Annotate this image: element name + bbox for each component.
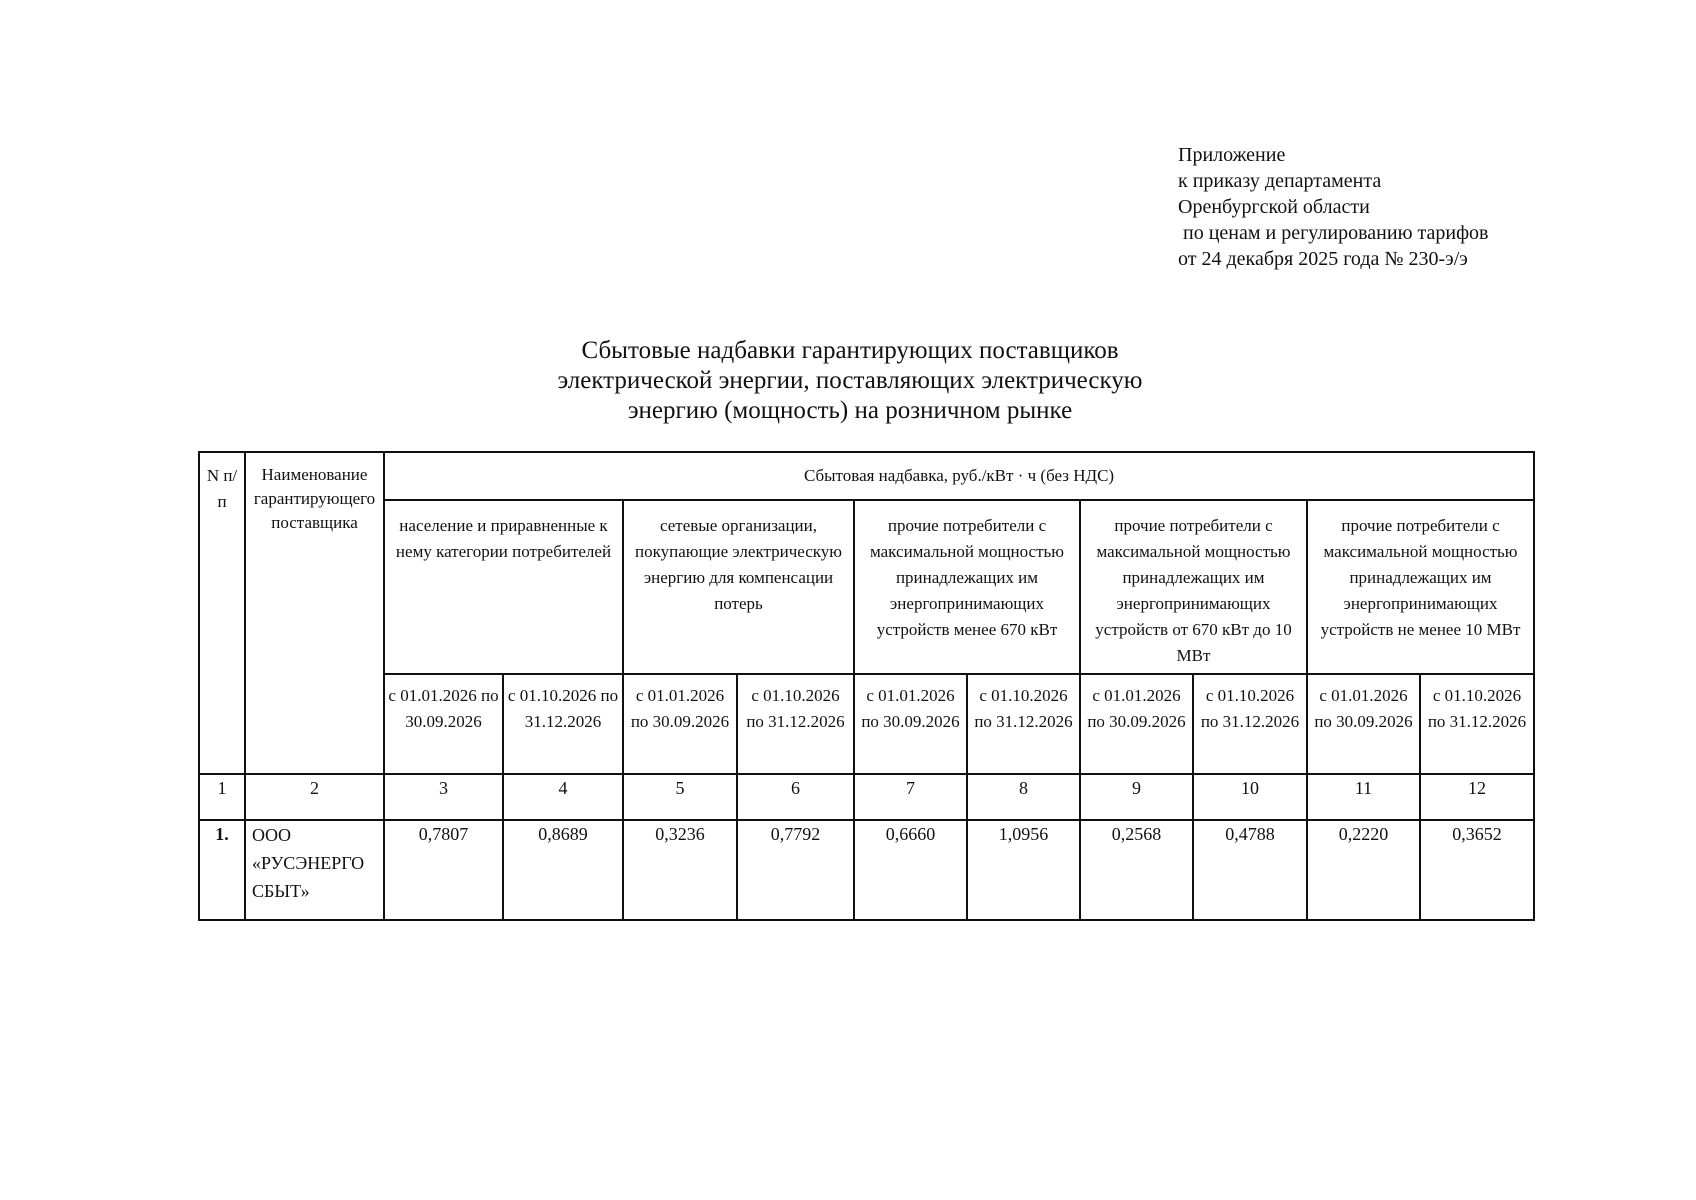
tariff-value: 0,3652 bbox=[1420, 820, 1534, 920]
header-period: с 01.01.2026 по 30.09.2026 bbox=[1307, 674, 1420, 774]
tariff-value: 0,7807 bbox=[384, 820, 503, 920]
header-period: с 01.10.2026 по 31.12.2026 bbox=[737, 674, 854, 774]
tariff-value: 0,2568 bbox=[1080, 820, 1193, 920]
tariff-table bbox=[198, 451, 1535, 921]
column-index: 3 bbox=[384, 774, 503, 820]
column-index: 1 bbox=[199, 774, 245, 820]
header-category: сетевые организации, покупающие электрическую энергию для компенсации потерь bbox=[623, 500, 854, 674]
document-title bbox=[500, 336, 1200, 426]
header-category: прочие потребители с максимальной мощностью принадлежащих им энергопринимающих устройств не менее 10 МВт bbox=[1307, 500, 1534, 674]
appendix-line: Оренбургской области bbox=[1178, 196, 1370, 218]
header-period: с 01.01.2026 по 30.09.2026 bbox=[1080, 674, 1193, 774]
appendix-line: к приказу департамента bbox=[1178, 170, 1382, 192]
tariff-value: 0,7792 bbox=[737, 820, 854, 920]
appendix-line: Приложение bbox=[1178, 144, 1286, 166]
header-period: с 01.10.2026 по 31.12.2026 bbox=[967, 674, 1080, 774]
appendix-block bbox=[1178, 142, 1488, 272]
column-index: 6 bbox=[737, 774, 854, 820]
row-number: 1. bbox=[199, 820, 245, 920]
column-index: 4 bbox=[503, 774, 623, 820]
table-row bbox=[199, 820, 1534, 920]
title-line: Сбытовые надбавки гарантирующих поставщиков bbox=[581, 337, 1119, 364]
header-supplier-name: Наименование гарантирующего поставщика bbox=[245, 452, 384, 774]
header-num: N п/п bbox=[199, 452, 245, 774]
header-period: с 01.10.2026 по 31.12.2026 bbox=[1193, 674, 1307, 774]
tariff-value: 0,2220 bbox=[1307, 820, 1420, 920]
tariff-value: 0,3236 bbox=[623, 820, 737, 920]
header-period: с 01.01.2026 по 30.09.2026 bbox=[384, 674, 503, 774]
column-index: 12 bbox=[1420, 774, 1534, 820]
title-line: энергию (мощность) на розничном рынке bbox=[627, 397, 1073, 424]
header-period: с 01.10.2026 по 31.12.2026 bbox=[1420, 674, 1534, 774]
column-index: 5 bbox=[623, 774, 737, 820]
header-category: прочие потребители с максимальной мощностью принадлежащих им энергопринимающих устройств менее 670 кВт bbox=[854, 500, 1080, 674]
column-index: 7 bbox=[854, 774, 967, 820]
header-period: с 01.01.2026 по 30.09.2026 bbox=[623, 674, 737, 774]
tariff-value: 0,4788 bbox=[1193, 820, 1307, 920]
column-index: 9 bbox=[1080, 774, 1193, 820]
tariff-value: 0,8689 bbox=[503, 820, 623, 920]
title-line: электрической энергии, поставляющих электрическую bbox=[557, 367, 1143, 394]
appendix-line: от 24 декабря 2025 года № 230-э/э bbox=[1178, 248, 1468, 270]
header-period: с 01.01.2026 по 30.09.2026 bbox=[854, 674, 967, 774]
header-group: Сбытовая надбавка, руб./кВт · ч (без НДС) bbox=[384, 452, 1534, 500]
column-index: 11 bbox=[1307, 774, 1420, 820]
column-index: 2 bbox=[245, 774, 384, 820]
appendix-line: по ценам и регулированию тарифов bbox=[1178, 222, 1489, 244]
header-period: с 01.10.2026 по 31.12.2026 bbox=[503, 674, 623, 774]
column-index: 8 bbox=[967, 774, 1080, 820]
header-category: население и приравненные к нему категории потребителей bbox=[384, 500, 623, 674]
column-index-row bbox=[199, 774, 1534, 820]
header-category: прочие потребители с максимальной мощностью принадлежащих им энергопринимающих устройств от 670 кВт до 10 МВт bbox=[1080, 500, 1307, 674]
supplier-name: ООО «РУСЭНЕРГО СБЫТ» bbox=[245, 820, 384, 920]
tariff-value: 1,0956 bbox=[967, 820, 1080, 920]
column-index: 10 bbox=[1193, 774, 1307, 820]
tariff-value: 0,6660 bbox=[854, 820, 967, 920]
